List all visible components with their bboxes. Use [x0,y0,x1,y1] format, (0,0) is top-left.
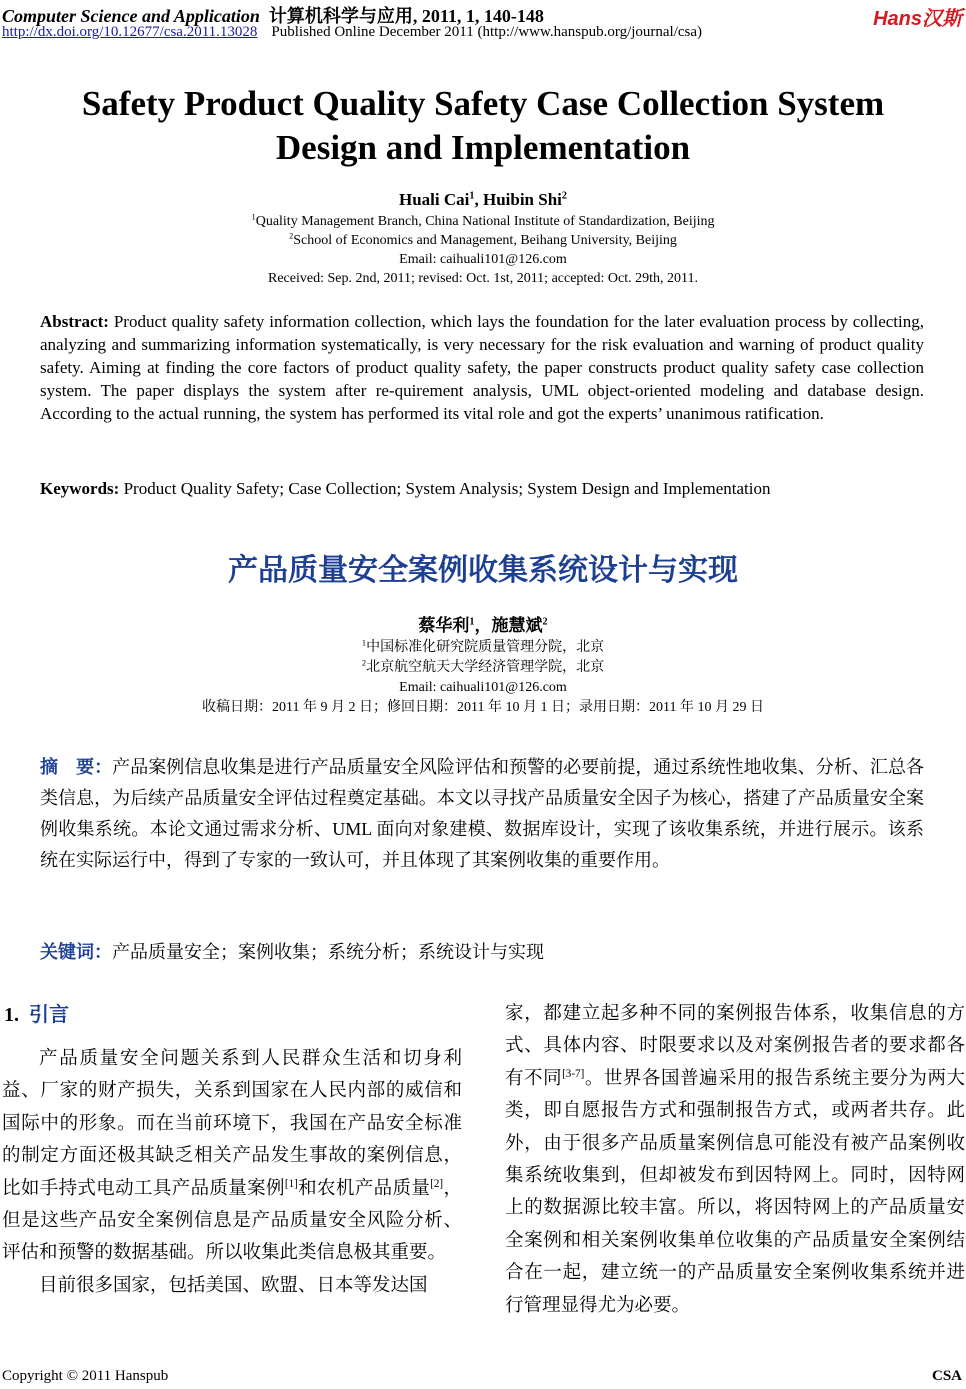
english-title [0,82,966,170]
journal-name: Computer Science and Application [2,6,260,26]
paragraph [2,1270,462,1302]
aff-text: School of Economics and Management, Beihang University, Beijing [293,233,677,248]
hans-logo: Hans汉斯 [873,8,962,30]
copyright: Copyright © 2011 Hanspub [2,1368,169,1384]
author: Huibin Shi [482,190,562,209]
chinese-title: 产品质量安全案例收集系统设计与实现 [228,553,738,588]
affiliation [0,212,966,231]
chinese-authors [0,611,966,636]
chinese-abstract [40,752,924,876]
abstract-text: 产品案例信息收集是进行产品质量安全风险评估和预警的必要前提，通过系统性地收集、分析、汇总各类信息，为后续产品质量安全评估过程奠定基础。本文以寻找产品质量安全因子为核心，搭建了产品质量安全案例收集系统。本论文通过需求分析、UML 面向对象建模、数据库设计，实现了该收集系统，并进行展示。该系统在实际运行中，得到了专家的一致认可，并且体现了其案例收集的重要作用。 [40,757,925,870]
aff-sup: 1 [361,638,367,648]
title-line-1: Safety Product Quality Safety Case Collection System [81,84,885,123]
email: Email: caihuali101@126.com [399,252,567,267]
keywords-text: 产品质量安全；案例收集；系统分析；系统设计与实现 [112,942,544,962]
text: 产品质量安全问题关系到人民群众生活和切身利益、厂家的财产损失，关系到国家在人民内部的威信和国际中的形象。而在当前环境下，我国在产品安全标准的制定方面还极其缺乏相关产品发生事故的案例信息，比如手持式电动工具产品质量案例 [2,1049,462,1199]
author: 施慧斌 [491,616,543,635]
affiliation [0,658,966,678]
aff-text: 北京航空航天大学经济管理学院，北京 [366,660,605,675]
aff-sup: 2 [361,658,367,668]
journal-name-cn: 计算机科学与应用, 2011, 1, 140-148 [268,6,544,26]
sep: ， [474,616,492,635]
journal-abbr: CSA [931,1368,962,1384]
section-title: 引言 [29,1002,69,1026]
affiliation [0,638,966,658]
title-line-2: Design and Implementation [275,128,691,167]
aff-text: 中国标准化研究院质量管理分院，北京 [366,640,605,655]
email: Email: caihuali101@126.com [399,680,567,695]
chinese-keywords [40,938,544,964]
english-keywords [40,479,924,499]
paragraph [2,1043,462,1270]
english-affiliations [0,212,966,288]
citation: [1] [284,1177,298,1190]
author-sup: 2 [561,190,567,202]
affiliation [0,231,966,250]
keywords-label: 关键词： [40,942,112,963]
published-info: Published Online December 2011 (http://www.hanspub.org/journal/csa) [271,24,703,40]
aff-sup: 2 [289,231,294,241]
text: 和农机产品质量 [297,1178,431,1199]
author-sup: 1 [469,616,475,628]
abstract-label: Abstract: [40,312,109,331]
aff-text: Quality Management Branch, China National Institute of Standardization, Beijing [255,214,715,229]
author: 蔡华利 [418,616,470,635]
text: 目前很多国家，包括美国、欧盟、日本等发达国 [39,1275,428,1296]
keywords-label: Keywords: [40,479,120,498]
text: 。世界各国普遍采用的报告系统主要分为两大类，即自愿报告方式和强制报告方式，或两者共存。此外，由于很多产品质量案例信息可能没有被产品案例收集系统收集到，但却被发布到因特网上。同时，因特网上的数据源比较丰富。所以，将因特网上的产品质量安全案例和相关案例收集单位收集的产品质量安全案例结合在一起，建立统一的产品质量安全案例收集系统并进行管理显得尤为必要。 [505,1068,965,1316]
doi-link[interactable]: http://dx.doi.org/10.12677/csa.2011.13028 [2,24,258,40]
english-abstract [40,310,924,425]
paragraph [505,998,965,1322]
author-sup: 2 [542,616,548,628]
section-heading [4,998,69,1027]
publication-line [2,24,702,41]
english-authors [0,190,966,210]
citation: [2] [430,1177,444,1190]
dates: 收稿日期：2011 年 9 月 2 日；修回日期：2011 年 10 月 1 日；录用日期：2011 年 10 月 29 日 [202,700,764,715]
left-column [2,1043,462,1302]
section-number: 1. [4,1004,19,1026]
chinese-affiliations [0,638,966,718]
keywords-text: Product Quality Safety; Case Collection; System Analysis; System Design and Implementation [123,479,771,498]
author: Huali Cai [399,190,470,209]
abstract-text: Product quality safety information collection, which lays the foundation for the later evaluation process by collecting, analyzing and summarizing information systematically, is very necessary for the risk evaluation and warning of product quality safety. Aiming at finding the core factors of product quality safety, the paper constructs product quality safety case collection system. The paper displays the system after re-quirement analysis, UML object-oriented modeling and database design. According to the actual running, the system has performed its vital role and got the experts’ unanimous ratification. [40,312,925,423]
sep: , [474,190,483,209]
abstract-label: 摘 要： [40,757,113,778]
author-sup: 1 [469,190,475,202]
dates: Received: Sep. 2nd, 2011; revised: Oct. 1st, 2011; accepted: Oct. 29th, 2011. [267,271,698,286]
right-column [505,998,965,1322]
aff-sup: 1 [251,212,256,222]
text: 家，都建立起多种不同的案例报告体系，收集信息的方式、具体内容、时限要求以及对案例报告者的要求都各有不同 [505,1004,965,1089]
text: ，但是这些产品安全案例信息是产品质量安全风险分析、评估和预警的数据基础。所以收集此类信息极其重要。 [2,1178,462,1264]
citation: [3-7] [562,1067,585,1080]
